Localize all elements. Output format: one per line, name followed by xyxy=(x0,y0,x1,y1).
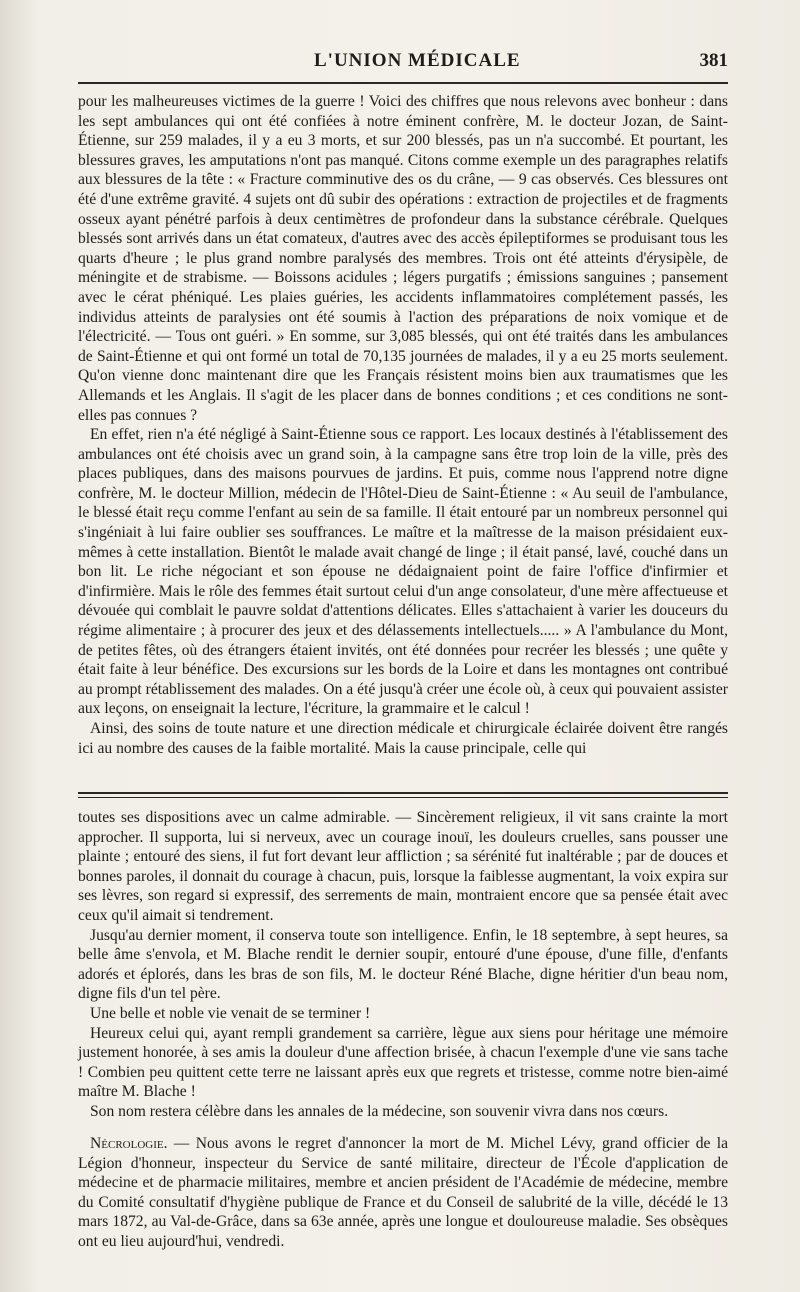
paragraph: Heureux celui qui, ayant rempli grandement sa carrière, lègue aux siens pour héritage une mémoire justement honorée, à ses amis la douleur d'une affection brisée, à chacun l'exemple d'une vie sans tache ! Combien peu quittent cette terre ne laissant après eux que regrets et tristesse, comme notre bien-aimé maître M. Blache ! xyxy=(78,1024,728,1101)
paragraph: Son nom restera célèbre dans les annales de la médecine, son souvenir vivra dans nos cœurs. xyxy=(90,1102,669,1120)
paragraph: pour les malheureuses victimes de la guerre ! Voici des chiffres que nous relevons avec bonheur : dans les sept ambulances qui ont été confiées à notre éminent confrère, M. le docteur Jozan, de Saint-Étienne, sur 259 malades, il y a eu 3 morts, et sur 200 blessés, pas un n'a succombé. Et pourtant, les blessures graves, les amputations n'ont pas manqué. Citons comme exemple un des paragraphes relatifs aux blessures de la tête : « Fracture comminutive des os du crâne, — 9 cas observés. Ces blessures ont été d'une extrême gravité. 4 sujets ont dû subir des opérations : extraction de projectiles et de fragments osseux ayant pénétré parfois à deux centimètres de profondeur dans la substance cérébrale. Quelques blessés sont arrivés dans un état comateux, d'autres avec des accès épileptiformes se produisant tous les quarts d'heure ; le plus grand nombre paralysés des membres. Trois ont été atteints d'érysipèle, de méningite et de strabisme. — Boissons acidules ; légers purgatifs ; émissions sanguines ; pansement avec le cérat phéniqué. Les plaies guéries, les accidents inflammatoires complétement passés, les individus atteints de paralysies ont été soumis à l'action des préparations de noix vomique et de l'électricité. — Tous ont guéri. » En somme, sur 3,085 blessés, qui ont été traités dans les ambulances de Saint-Étienne et qui ont formé un total de 70,135 journées de malades, il y a eu 25 morts seulement. Qu'on vienne donc maintenant dire que les Français résistent moins bien aux traumatismes que les Allemands et les Anglais. Il s'agit de les placer dans de bonnes conditions ; et ces conditions ne sont-elles pas connues ? xyxy=(78,93,728,424)
section-divider xyxy=(78,792,728,798)
article-continuation xyxy=(78,92,728,758)
paragraph: Ainsi, des soins de toute nature et une direction médicale et chirurgicale éclairée doivent être rangés ici au nombre des causes de la faible mortalité. Mais la cause principale, celle qui xyxy=(78,720,728,757)
header-rule xyxy=(78,82,728,84)
paragraph: toutes ses dispositions avec un calme admirable. — Sincèrement religieux, il vit sans crainte la mort approcher. Il supporta, lui si nerveux, avec un courage inouï, les douleurs cruelles, sans pousser une plainte ; entouré des siens, il fut fort devant leur affliction ; sa sérénité fut inaltérable ; par de douces et bonnes paroles, il donnait du courage à chacun, puis, lorsque la faiblesse augmentant, la voix expira sur ses lèvres, son regard si expressif, des serrements de main, montraient encore que sa pensée était avec ceux qu'il aimait si tendrement. xyxy=(78,809,728,924)
paragraph: Une belle et noble vie venait de se terminer ! xyxy=(90,1004,371,1022)
paragraph: Jusqu'au dernier moment, il conserva toute son intelligence. Enfin, le 18 septembre, à sept heures, sa belle âme s'envola, et M. Blache rendit le dernier soupir, entouré d'une épouse, d'une fille, d'enfants adorés et éplorés, dans les bras de son fils, M. le docteur Réné Blache, digne héritier d'un beau nom, digne fils d'un tel père. xyxy=(78,926,728,1003)
journal-title: L'UNION MÉDICALE xyxy=(314,50,521,71)
page-number: 381 xyxy=(699,50,728,71)
necrology-notice xyxy=(78,1134,728,1252)
paragraph xyxy=(78,1134,728,1252)
necrology-label: Nécrologie. xyxy=(90,1135,168,1152)
necrology-text: — Nous avons le regret d'annoncer la mort de M. Michel Lévy, grand officier de la Légion d'honneur, inspecteur du Service de santé militaire, directeur de l'École d'application de médecine et de pharmacie militaires, membre et ancien président de l'Académie de médecine, membre du Comité consultatif d'hygiène publique de France et du Conseil de salubrité de la ville, décédé le 13 mars 1872, au Val-de-Grâce, dans sa 63e année, après une longue et douloureuse maladie. Ses obsèques ont eu lieu aujourd'hui, vendredi. xyxy=(78,1135,728,1250)
obituary-blache xyxy=(78,808,728,1122)
running-header xyxy=(78,50,728,78)
paragraph: En effet, rien n'a été négligé à Saint-Étienne sous ce rapport. Les locaux destinés à l'établissement des ambulances ont été choisis avec un grand soin, à la campagne sans être trop loin de la ville, près des places publiques, dans des maisons pourvues de jardins. Et puis, comme nous l'apprend notre digne confrère, M. le docteur Million, médecin de l'Hôtel-Dieu de Saint-Étienne : « Au seuil de l'ambulance, le blessé était reçu comme l'enfant au sein de sa famille. Il était entouré par un nombreux personnel qui s'ingéniait à lui faire oublier ses souffrances. Le maître et la maîtresse de la maison présidaient eux-mêmes à cette installation. Bientôt le malade avait changé de linge ; il était pansé, lavé, couché dans un bon lit. Le riche négociant et son épouse ne dédaignaient point de faire l'office d'infirmier et d'infirmière. Mais le rôle des femmes était surtout celui d'un ange consolateur, d'une mère affectueuse et dévouée qui comblait le pauvre soldat d'attentions délicates. Elles s'attachaient à varier les douceurs du régime alimentaire ; à procurer des jeux et des délassements intellectuels..... » A l'ambulance du Mont, de petites fêtes, où des étrangers étaient invités, ont été données pour recréer les blessés ; une quête y était faite à leur bénéfice. Des excursions sur les bords de la Loire et dans les montagnes ont contribué au prompt rétablissement des malades. On a été jusqu'à créer une école où, à ceux qui pouvaient assister aux leçons, on enseignait la lecture, l'écriture, la grammaire et le calcul ! xyxy=(78,426,728,718)
